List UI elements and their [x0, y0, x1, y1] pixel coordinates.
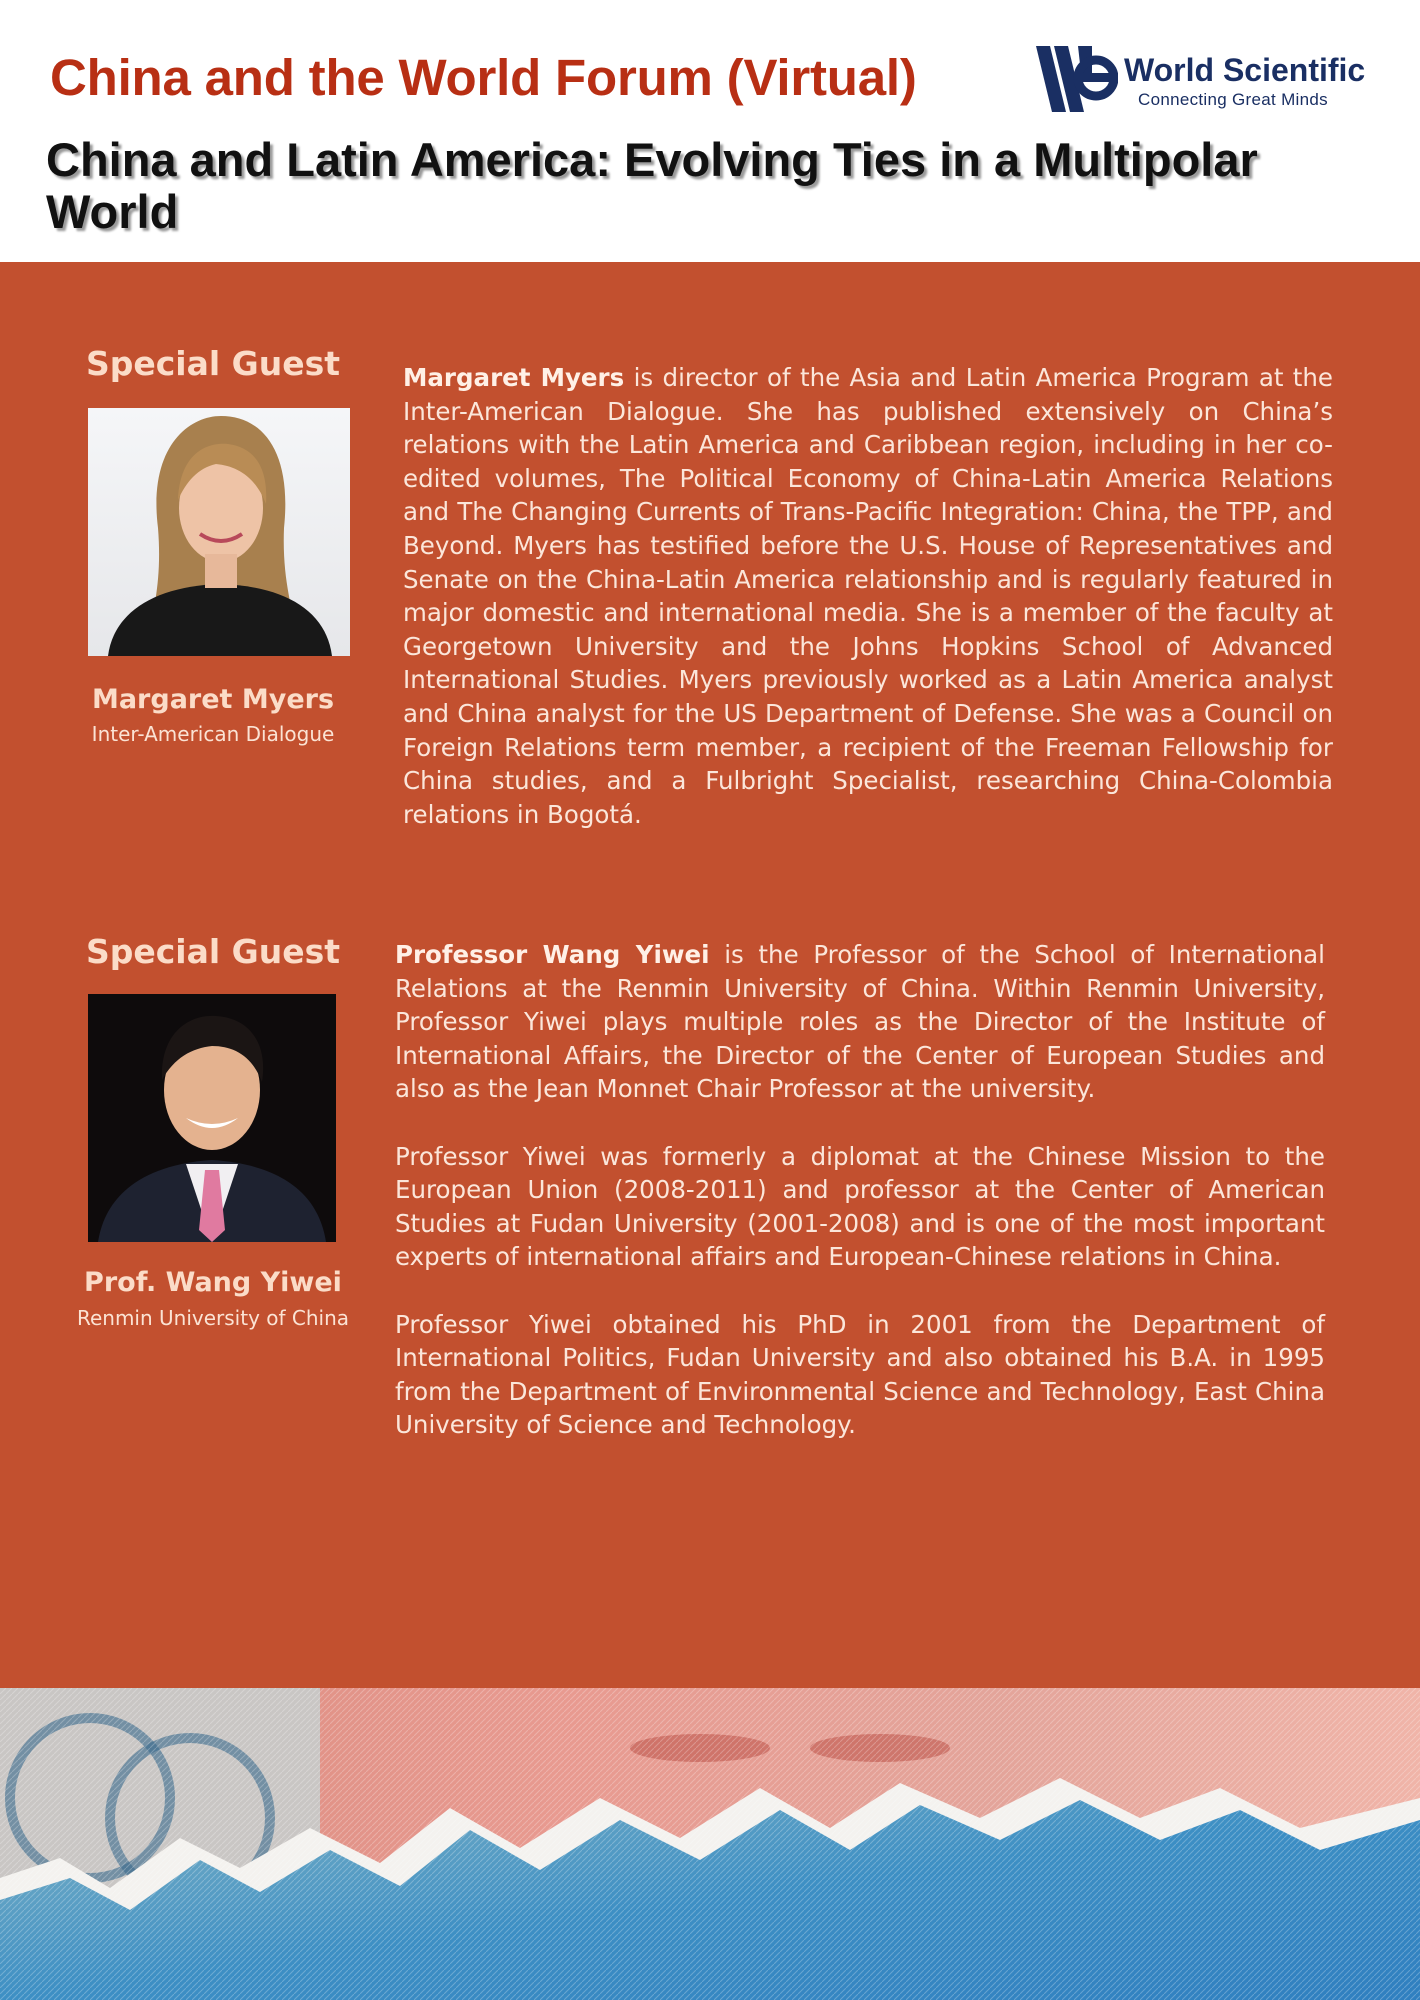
guest-label: Special Guest [85, 344, 341, 383]
bio-paragraph: Professor Yiwei was formerly a diplomat at the Chinese Mission to the European Union (2008-2011) and professor at the Center of American Studies at Fudan University (2001-2008) and is one of the most important experts of international affairs and European-Chinese relations in China. [395, 1141, 1325, 1272]
guest-name: Prof. Wang Yiwei [84, 1267, 342, 1298]
bio-paragraph: Professor Yiwei obtained his PhD in 2001 from the Department of International Politics, Fudan University and also obtained his B.A. in 1995 from the Department of Environmental Science and Technology, East China University of Science and Technology. [395, 1309, 1325, 1440]
world-scientific-logo [1034, 40, 1374, 120]
guest-card-margaret-myers [66, 344, 360, 754]
header [0, 0, 1420, 262]
guests-panel [0, 262, 1420, 1688]
guest-bio [403, 361, 1333, 865]
bio-paragraph [395, 938, 1325, 1106]
guest-card-wang-yiwei [66, 932, 360, 1352]
event-title: China and Latin America: Evolving Ties in a Multipolar World [46, 133, 1258, 238]
bio-name: Margaret Myers [403, 363, 625, 392]
bio-name: Professor Wang Yiwei [395, 940, 710, 969]
bio-text: is the Professor of the School of International Relations at the Renmin University of China. Within Renmin University, Professor Yiwei plays multiple roles as the Director of the Institute of International Affairs, the Director of the Center of European Studies and also as the Jean Monnet Chair Professor at the university. [395, 940, 1325, 1104]
bio-text: is director of the Asia and Latin America Program at the Inter-American Dialogue. She has published extensively on China’s relations with the Latin America and Caribbean region, including in her co-edited volumes, The Political Economy of China-Latin America Relations and The Changing Currents of Trans-Pacific Integration: China, the TPP, and Beyond. Myers has testified before the U.S. House of Representatives and Senate on the China-Latin America relationship and is regularly featured in major domestic and international media. She is a member of the faculty at Georgetown University and the Johns Hopkins School of Advanced International Studies. Myers previously worked as a Latin America analyst and China analyst for the US Department of Defense. She was a Council on Foreign Relations term member, a recipient of the Freeman Fellowship for China studies, and a Fulbright Specialist, researching China-Colombia relations in Bogotá. [403, 363, 1334, 829]
guest-photo [88, 994, 336, 1242]
guest-label: Special Guest [85, 932, 341, 971]
world-scientific-logo-icon [1034, 42, 1118, 114]
guest-affiliation: Inter-American Dialogue [91, 722, 335, 746]
guest-name: Margaret Myers [91, 684, 335, 715]
guest-photo [88, 408, 350, 656]
logo-tagline: Connecting Great Minds [1138, 90, 1328, 109]
guest-bio [395, 938, 1325, 1476]
banknote-collage-image [0, 1688, 1420, 2000]
guest-affiliation: Renmin University of China [76, 1306, 350, 1330]
logo-name: World Scientific [1124, 52, 1366, 88]
bio-paragraph [403, 361, 1333, 831]
forum-title: China and the World Forum (Virtual) [50, 49, 917, 106]
